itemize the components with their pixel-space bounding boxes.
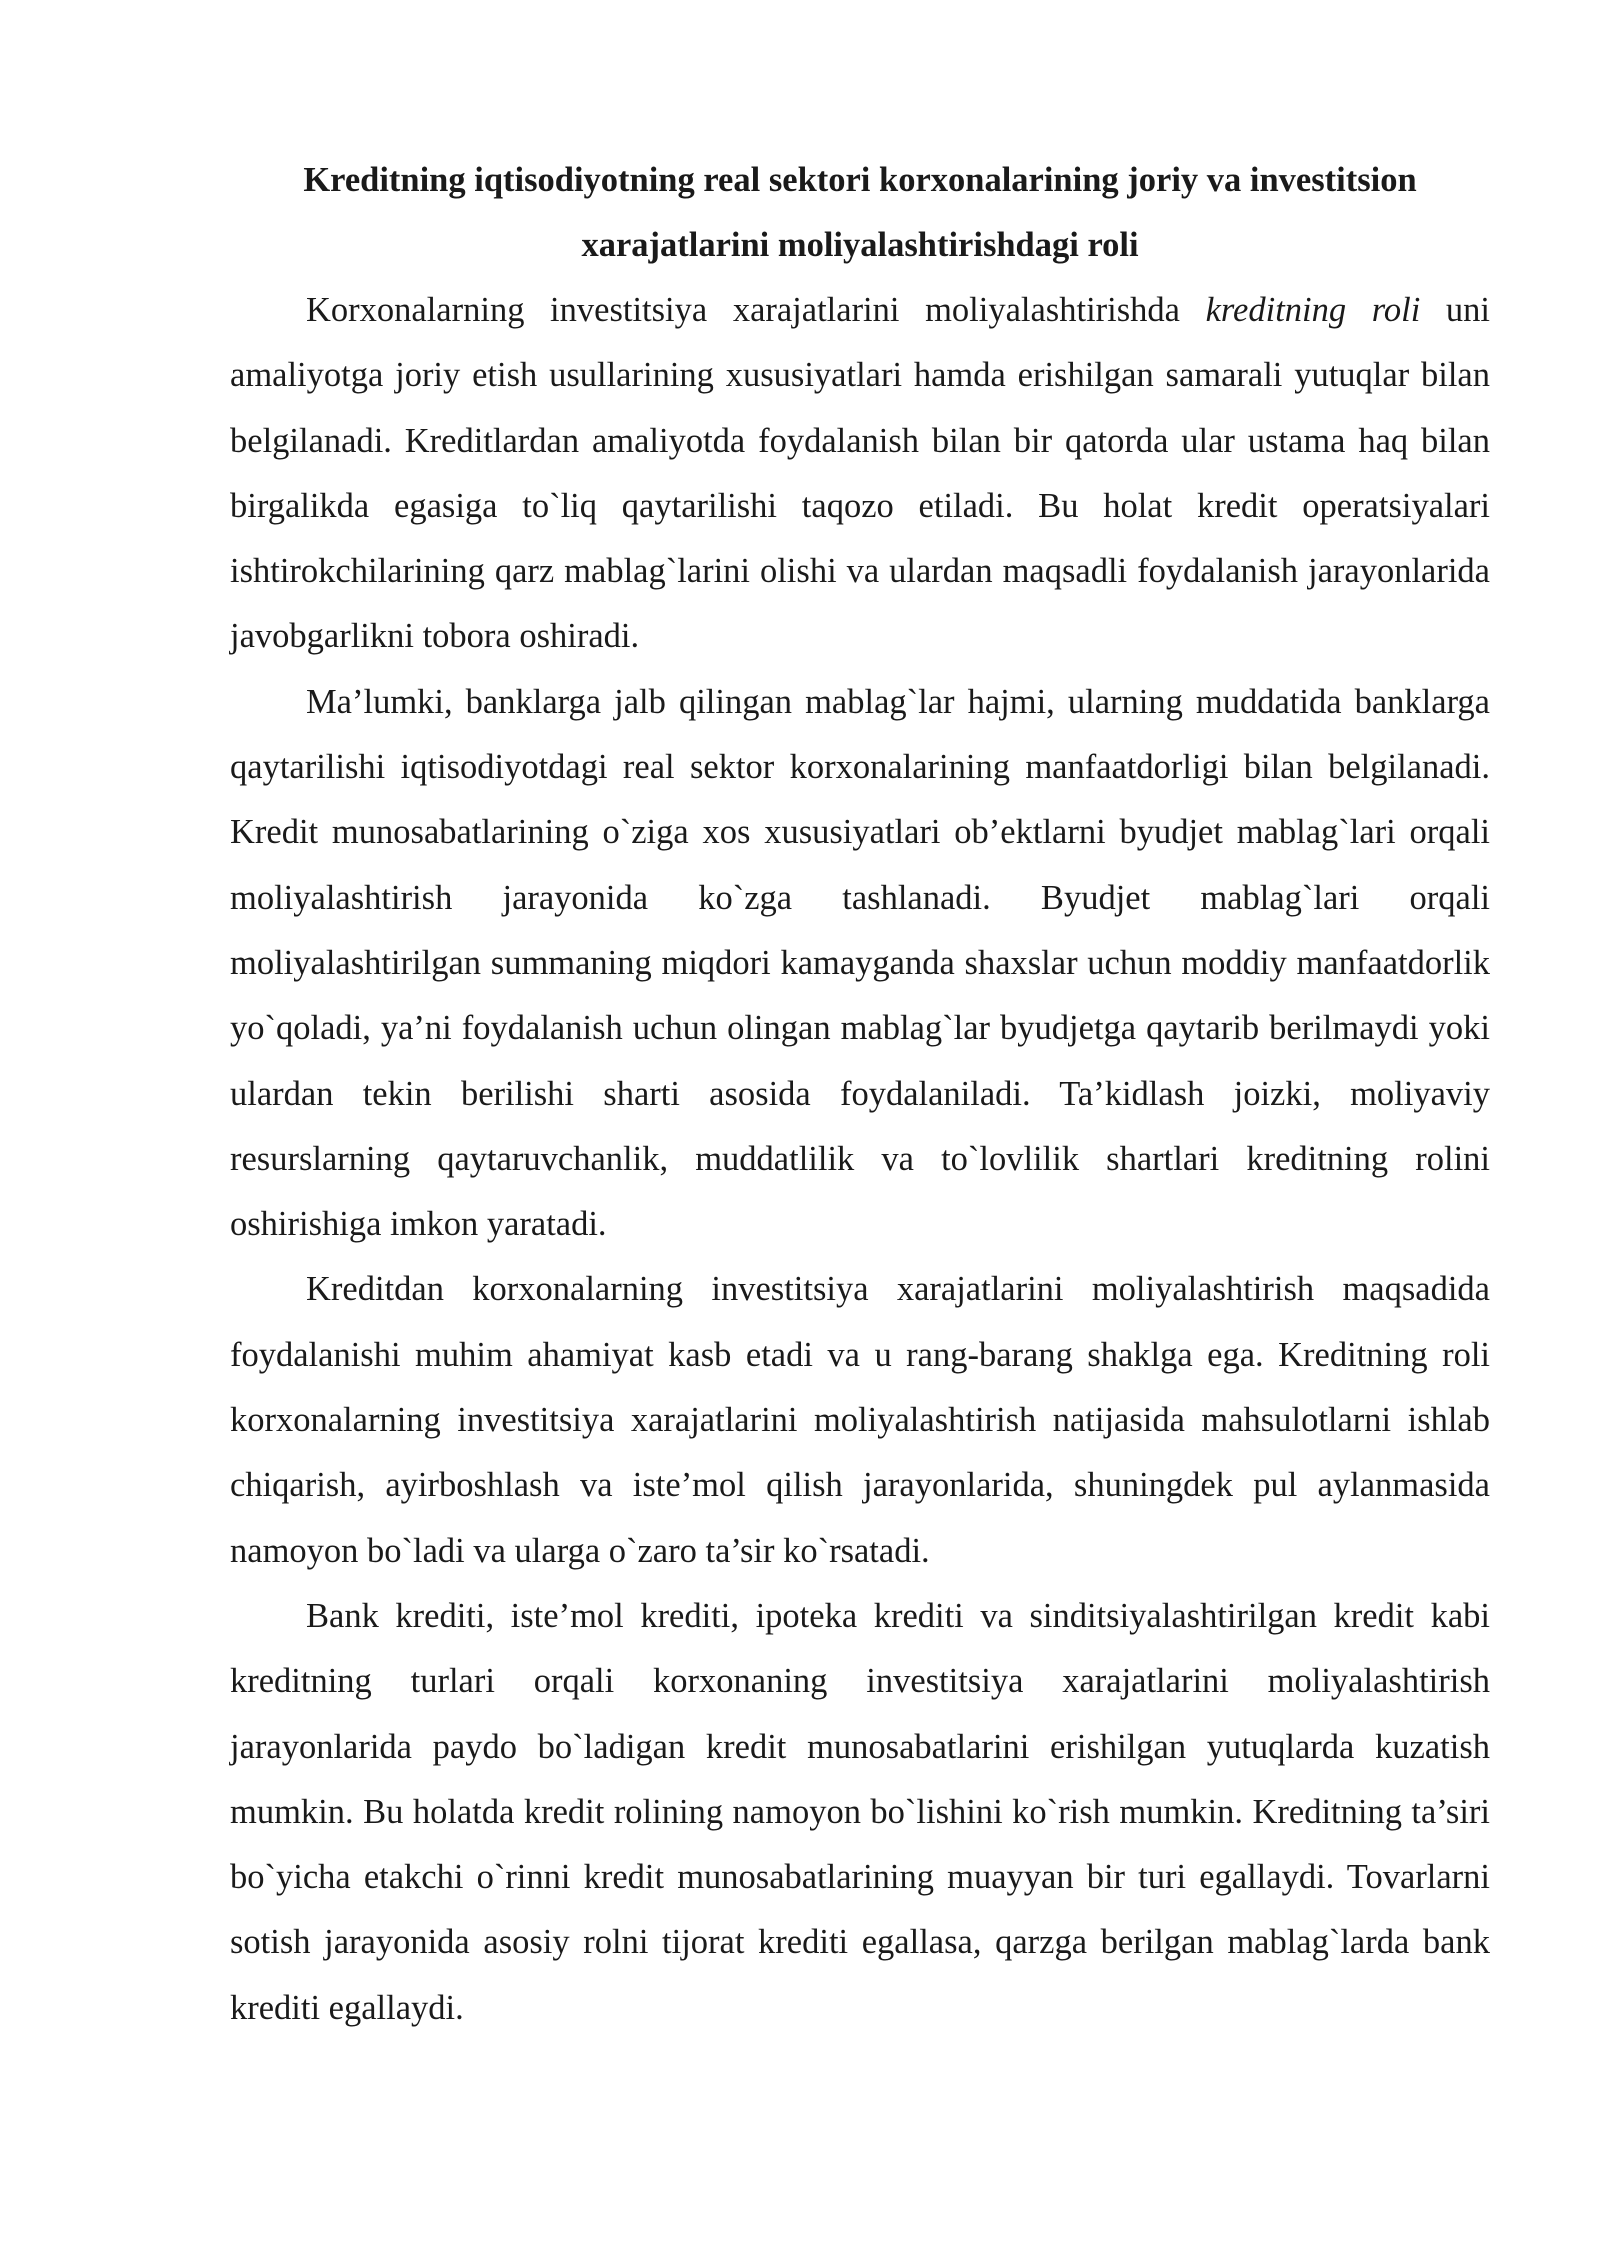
paragraph-3: Kreditdan korxonalarning investitsiya xarajatlarini moliyalashtirish maqsadida foydalanishi muhim ahamiyat kasb etadi va u rang-barang shaklga ega. Kreditning roli korxonalarning investitsiya xarajatlarini moliyalashtirish natijasida mahsulotlarni ishlab chiqarish, ayirboshlash va iste’mol qilish jarayonlarida, shuningdek pul aylanmasida namoyon bo`ladi va ularga o`zaro ta’sir ko`rsatadi.: [230, 1270, 1490, 1570]
paragraph-1-lead: Korxonalarning investitsiya xarajatlarini moliyalashtirishda: [306, 291, 1206, 329]
document-title: Kreditning iqtisodiyotning real sektori korxonalarining joriy va investitsion xarajatlarini moliyalashtirishdagi roli: [303, 161, 1417, 264]
paragraph-1-rest: uni amaliyotga joriy etish usullarining xususiyatlari hamda erishilgan samarali yutuqlar bilan belgilanadi. Kreditlardan amaliyotda foydalanish bilan bir qatorda ular ustama haq bilan birgalikda egasiga to`liq qaytarilishi taqozo etiladi. Bu holat kredit operatsiyalari ishtirokchilarining qarz mablag`larini olishi va ulardan maqsadli foydalanish jarayonlarida javobgarlikni tobora oshiradi.: [230, 291, 1491, 656]
paragraph-1-emphasis: kreditning roli: [1205, 291, 1421, 329]
paragraph-2: Ma’lumki, banklarga jalb qilingan mablag`lar hajmi, ularning muddatida banklarga qaytarilishi iqtisodiyotdagi real sektor korxonalarining manfaatdorligi bilan belgilanadi. Kredit munosabatlarining o`ziga xos xususiyatlari ob’ektlarni byudjet mablag`lari orqali moliyalashtirish jarayonida ko`zga tashlanadi. Byudjet mablag`lari orqali moliyalashtirilgan summaning miqdori kamayganda shaxslar uchun moddiy manfaatdorlik yo`qoladi, ya’ni foydalanish uchun olingan mablag`lar byudjetga qaytarib berilmaydi yoki ulardan tekin berilishi sharti asosida foydalaniladi. Ta’kidlash joizki, moliyaviy resurslarning qaytaruvchanlik, muddatlilik va to`lovlilik shartlari kreditning rolini oshirishiga imkon yaratadi.: [230, 682, 1490, 1244]
paragraph-1: [230, 278, 1490, 670]
paragraph-4: Bank krediti, iste’mol krediti, ipoteka krediti va sinditsiyalashtirilgan kredit kabi kreditning turlari orqali korxonaning investitsiya xarajatlarini moliyalashtirish jarayonlarida paydo bo`ladigan kredit munosabatlarini erishilgan yutuqlarda kuzatish mumkin. Bu holatda kredit rolining namoyon bo`lishini ko`rish mumkin. Kreditning ta’siri bo`yicha etakchi o`rinni kredit munosabatlarining muayyan bir turi egallaydi. Tovarlarni sotish jarayonida asosiy rolni tijorat krediti egallasa, qarzga berilgan mablag`larda bank krediti egallaydi.: [230, 1596, 1490, 2027]
